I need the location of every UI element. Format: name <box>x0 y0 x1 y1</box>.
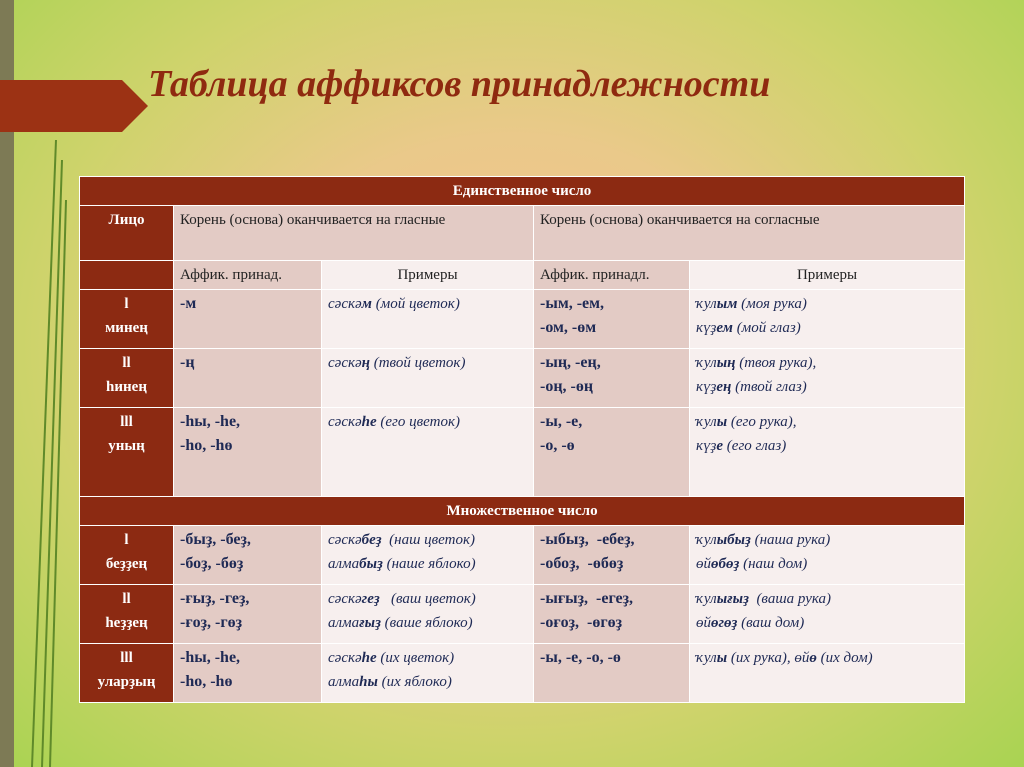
plural-header: Множественное число <box>80 497 965 526</box>
example-stem: күҙ <box>696 320 717 336</box>
example-gloss: (наш цветок) <box>381 532 475 548</box>
example-stem: сәскә <box>328 355 362 371</box>
decorative-arrow-lines <box>14 140 74 767</box>
example-stem: ҡул <box>696 650 717 666</box>
affix-table <box>79 176 965 703</box>
person-cell <box>80 585 174 644</box>
example-gloss: (наш дом) <box>739 556 808 572</box>
example-line <box>696 528 958 552</box>
example-stem: алма <box>328 615 360 631</box>
affix-text: -ом, -өм <box>540 319 597 336</box>
example-affix: өбөҙ <box>711 556 740 572</box>
affix-vowel-cell <box>174 585 322 644</box>
example-line <box>328 351 527 375</box>
affix-text: -ы, -е, -о, -ө <box>540 649 621 666</box>
affix-vowel-cell <box>174 349 322 408</box>
example-gloss: (его рука), <box>727 414 797 430</box>
example-line <box>696 434 958 458</box>
example-affix: һы <box>359 674 378 690</box>
example-stem: сәскә <box>328 296 362 312</box>
affix-text: -һо, -һө <box>180 673 233 690</box>
example-gloss: (их яблоко) <box>377 674 452 690</box>
person-number: l <box>124 532 129 548</box>
person-cell <box>80 290 174 349</box>
example-line <box>696 351 958 375</box>
person-pronoun: беҙҙең <box>105 556 148 572</box>
example-stem: ҡул <box>696 296 717 312</box>
example-affix: өгөҙ <box>711 615 738 631</box>
affix-consonant-cell <box>534 349 690 408</box>
example-stem: сәскә <box>328 591 362 607</box>
affix-text: -ығыҙ, -егеҙ, <box>540 590 634 607</box>
affix-text: -ң <box>180 354 195 371</box>
page-title: Таблица аффиксов принадлежности <box>148 63 771 105</box>
affix-text: -оң, -өң <box>540 378 594 395</box>
example-gloss: (его цветок) <box>376 414 460 430</box>
affix-text: -һы, -һе, <box>180 649 241 666</box>
stem-header-row <box>80 206 965 261</box>
table-row <box>80 644 965 703</box>
example-gloss: (наше яблоко) <box>382 556 476 572</box>
table-row <box>80 585 965 644</box>
example-gloss: (ваша рука) <box>748 591 832 607</box>
affix-text: -ы, -е, <box>540 413 583 430</box>
affix-text: -һы, -һе, <box>180 413 241 430</box>
example-vowel-cell <box>322 349 534 408</box>
example-line <box>696 316 958 340</box>
person-cell <box>80 526 174 585</box>
person-column-header: Лицо <box>80 206 174 261</box>
affix-consonant-cell <box>534 290 690 349</box>
subheader-row <box>80 261 965 290</box>
table-row <box>80 408 965 497</box>
affix-vowel-cell <box>174 644 322 703</box>
person-number: lll <box>120 414 133 430</box>
affix-consonant-cell <box>534 644 690 703</box>
example-line <box>696 646 958 670</box>
example-affix: һе <box>361 414 377 430</box>
example-gloss: (наша рука) <box>750 532 831 548</box>
table-row <box>80 526 965 585</box>
example-consonant-cell <box>690 644 965 703</box>
vowel-stem-header: Корень (основа) оканчивается на гласные <box>174 206 534 261</box>
example-stem: алма <box>328 556 360 572</box>
example-affix: ым <box>716 296 738 312</box>
affix-text: -обоҙ, -өбөҙ <box>540 555 624 572</box>
affix-consonant-cell <box>534 408 690 497</box>
example-stem: өй <box>794 650 810 666</box>
example-line <box>328 587 527 611</box>
example-stem: алма <box>328 674 360 690</box>
example-line <box>328 410 527 434</box>
example-gloss: (его глаз) <box>723 438 787 454</box>
example-stem: күҙ <box>696 379 717 395</box>
table-row <box>80 290 965 349</box>
example-line <box>696 292 958 316</box>
example-affix: һе <box>361 650 377 666</box>
affix-text: -быҙ, -беҙ, <box>180 531 251 548</box>
example-gloss: (моя рука) <box>737 296 807 312</box>
table-row <box>80 349 965 408</box>
person-cell <box>80 408 174 497</box>
example-affix: ы <box>716 414 728 430</box>
affix-consonant-cell <box>534 526 690 585</box>
affix-text: -м <box>180 295 197 312</box>
example-affix: ғыҙ <box>359 615 381 631</box>
affix-vowel-cell <box>174 408 322 497</box>
example-gloss: (мой глаз) <box>732 320 801 336</box>
example-affix: ң <box>361 355 370 371</box>
person-pronoun: һинең <box>106 379 147 395</box>
affix-text: -һо, -һө <box>180 437 233 454</box>
person-number: ll <box>122 355 131 371</box>
example-gloss: (мой цветок) <box>371 296 460 312</box>
example-line <box>328 552 527 576</box>
affix-consonant-cell <box>534 585 690 644</box>
affix-text: -ың, -ең, <box>540 354 601 371</box>
example-affix: беҙ <box>361 532 382 548</box>
example-affix: ем <box>716 320 733 336</box>
affix-text: -о, -ө <box>540 437 575 454</box>
example-stem: сәскә <box>328 650 362 666</box>
example-consonant-cell <box>690 349 965 408</box>
example-affix: е <box>716 438 724 454</box>
example-vowel-cell <box>322 408 534 497</box>
example-line <box>328 292 527 316</box>
example-vowel-cell <box>322 290 534 349</box>
affix-text: -боҙ, -бөҙ <box>180 555 244 572</box>
example-affix: ығыҙ <box>716 591 749 607</box>
person-pronoun: уның <box>108 438 145 454</box>
example-line <box>328 611 527 635</box>
example-stem: күҙ <box>696 438 717 454</box>
example-consonant-cell <box>690 585 965 644</box>
example-gloss: (их цветок) <box>376 650 455 666</box>
affix-vowel-cell <box>174 526 322 585</box>
affix-text: -оғоҙ, -өгөҙ <box>540 614 623 631</box>
example-stem: ҡул <box>696 414 717 430</box>
example-line <box>696 410 958 434</box>
example-gloss: (ваш дом) <box>737 615 805 631</box>
person-number: ll <box>122 591 131 607</box>
person-cell <box>80 644 174 703</box>
affix-vowel-cell <box>174 290 322 349</box>
person-number: l <box>124 296 129 312</box>
example-stem: ҡул <box>696 532 717 548</box>
example-consonant-cell <box>690 526 965 585</box>
example-vowel-cell <box>322 644 534 703</box>
example-affix: геҙ <box>361 591 380 607</box>
example-stem: сәскә <box>328 532 362 548</box>
affix-text: -ыбыҙ, -ебеҙ, <box>540 531 635 548</box>
subheader-blank <box>80 261 174 290</box>
affix-text: -ым, -ем, <box>540 295 605 312</box>
example-affix: ең <box>716 379 732 395</box>
person-cell <box>80 349 174 408</box>
example-stem: ҡул <box>696 591 717 607</box>
example-consonant-cell <box>690 290 965 349</box>
example-affix: быҙ <box>359 556 383 572</box>
example-gloss: (их дом) <box>816 650 873 666</box>
example-gloss: (твоя рука), <box>735 355 817 371</box>
affix-header-consonant: Аффик. принадл. <box>534 261 690 290</box>
example-line <box>696 552 958 576</box>
example-gloss: (ваше яблоко) <box>380 615 473 631</box>
example-stem: ҡул <box>696 355 717 371</box>
singular-header-row <box>80 177 965 206</box>
person-pronoun: һеҙҙең <box>105 615 148 631</box>
example-affix: ы <box>716 650 728 666</box>
example-affix: ың <box>716 355 736 371</box>
example-affix: м <box>361 296 372 312</box>
example-vowel-cell <box>322 526 534 585</box>
example-consonant-cell <box>690 408 965 497</box>
example-vowel-cell <box>322 585 534 644</box>
example-line <box>328 646 527 670</box>
example-line <box>696 611 958 635</box>
affix-text: -ғыҙ, -геҙ, <box>180 590 250 607</box>
example-gloss: (их рука), <box>727 650 795 666</box>
example-gloss: (твой цветок) <box>369 355 466 371</box>
person-pronoun: минең <box>105 320 148 336</box>
singular-header: Единственное число <box>80 177 965 206</box>
affix-header-vowel: Аффик. принад. <box>174 261 322 290</box>
person-number: lll <box>120 650 133 666</box>
example-stem: сәскә <box>328 414 362 430</box>
affix-text: -ғоҙ, -гөҙ <box>180 614 243 631</box>
person-pronoun: уларҙың <box>97 674 156 690</box>
example-affix: ө <box>809 650 817 666</box>
examples-header-consonant: Примеры <box>690 261 965 290</box>
example-stem: өй <box>696 556 711 572</box>
example-line <box>328 528 527 552</box>
example-stem: өй <box>696 615 711 631</box>
example-line <box>696 375 958 399</box>
examples-header-vowel: Примеры <box>322 261 534 290</box>
example-line <box>328 670 527 694</box>
plural-header-row <box>80 497 965 526</box>
title-flag <box>0 80 148 132</box>
example-gloss: (твой глаз) <box>731 379 807 395</box>
example-affix: ыбыҙ <box>716 532 751 548</box>
example-gloss: (ваш цветок) <box>379 591 476 607</box>
consonant-stem-header: Корень (основа) оканчивается на согласные <box>534 206 965 261</box>
example-line <box>696 587 958 611</box>
